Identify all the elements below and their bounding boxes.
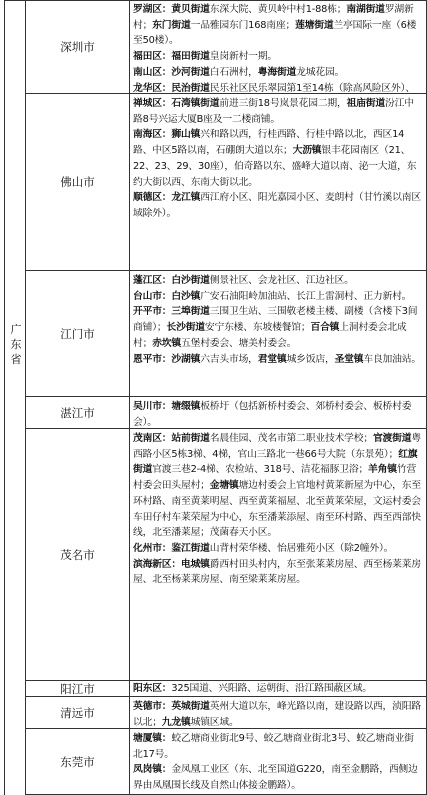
area-paragraph <box>133 352 422 368</box>
area-text: 车良加油站。 <box>363 353 421 365</box>
area-name-bold: 滨海新区： <box>133 558 181 570</box>
area-name-bold: 黄贝街道 <box>171 4 210 15</box>
area-name-bold: 塘厦镇： <box>133 733 172 744</box>
detail-cell-maoming <box>130 429 427 681</box>
area-name-bold: 白沙镇 <box>171 290 201 302</box>
area-text: 城乡饭店， <box>286 353 335 365</box>
province-char: 广 <box>10 323 22 336</box>
area-text: 英州大道以东，峰光路以南，建设路以西，浈阳路以北； <box>133 701 421 728</box>
area-paragraph <box>133 762 422 793</box>
area-name-bold: 福田街道 <box>171 51 210 63</box>
area-name-bold: 狮山镇 <box>171 129 201 141</box>
area-text: 粤西路小区5栋3梯、4梯，官山三路北一巷66号大院（东景苑）； <box>133 433 421 460</box>
area-name-bold: 羊角镇 <box>368 464 397 476</box>
area-name-bold: 电城镇 <box>180 558 210 570</box>
area-name-bold: 南海区： <box>133 129 172 141</box>
area-paragraph <box>133 190 422 221</box>
detail-cell-jiangmen <box>130 271 427 397</box>
area-paragraph <box>133 304 422 351</box>
city-cell-dongguan <box>26 729 130 795</box>
area-text: 官渡三巷2-4梯、农检站、318号、洁花福豚卫浴； <box>152 464 369 476</box>
area-name-bold: 鉴江街道 <box>171 542 210 554</box>
area-text: 金凤凰工业区（东、北至国道G220，南至金鹏路，西侧边界由凤凰围长线及自然山体接金鹏路）。 <box>133 764 418 792</box>
area-text: 325国道、兴阳路、运朝街、沿江路围蔽区域。 <box>171 683 372 694</box>
area-name-bold: 南山区： <box>133 66 172 78</box>
area-name-bold: 英德市： <box>133 701 172 712</box>
city-name: 东莞市 <box>60 754 95 769</box>
detail-cell-yangjiang <box>130 681 427 697</box>
area-name-bold: 百合镇 <box>310 322 340 334</box>
area-name-bold: 吴川市： <box>133 401 172 412</box>
area-name-bold: 南湖街道 <box>346 4 385 15</box>
province-cell <box>4 0 26 795</box>
area-name-bold: 莲塘街道 <box>295 19 334 31</box>
area-text: 山背村荣华楼、怡居雅苑小区（除2幢外）。 <box>209 542 394 554</box>
city-name: 茂名市 <box>60 547 95 562</box>
area-text: 民乐社区民乐翠园第1至14栋（除高风险区外）、 <box>209 82 415 94</box>
area-name-bold: 英城街道 <box>171 701 210 712</box>
area-paragraph <box>133 431 422 541</box>
area-text: 塘边村委会上官地村黄莱新屋为中心，东至环村路、南至黄莱明屋、西至黄莱福屋、北至黄莱荣屋，文运村委会车田仔村车莱荣屋为中心，东至潘莱添屋、南至环村路、西至西部快线，北至潘莱屋；茂菌春天小区。 <box>133 480 421 539</box>
area-paragraph <box>133 731 422 762</box>
province-char: 东 <box>10 338 22 351</box>
area-name-bold: 龙江镇 <box>171 192 201 204</box>
area-name-bold: 金塘镇 <box>209 480 239 492</box>
area-text: 名晨佳园、茂名市第二职业技术学校； <box>209 433 373 444</box>
area-name-bold: 圣堂镇 <box>334 353 364 365</box>
area-name-bold: 禅城区： <box>133 98 172 109</box>
area-name-bold: 官渡街道 <box>372 433 412 444</box>
area-name-bold: 凤岗镇： <box>133 764 172 776</box>
area-name-bold: 白沙街道 <box>171 275 210 286</box>
area-name-bold: 蓬江区： <box>133 275 172 286</box>
area-text: 罗湖新村； <box>133 4 414 31</box>
area-text: 东深大院、黄贝岭中村1-88栋； <box>209 4 347 15</box>
area-text: 蛟乙塘商业街北9号、蛟乙塘商业街北3号、蛟乙塘商业街北17号。 <box>133 733 414 760</box>
city-name: 深圳市 <box>60 39 95 54</box>
area-name-bold: 茂南区： <box>133 433 172 444</box>
area-text: 五堡村委会、塘美村委会。 <box>181 337 297 349</box>
area-name-bold: 红旗街道 <box>133 448 418 476</box>
area-text: 竹营村委会田头屋村； <box>133 464 417 492</box>
area-name-bold: 福田区： <box>133 51 172 63</box>
area-text: 一品雅园东门168南座； <box>190 19 296 31</box>
area-name-bold: 化州市： <box>133 542 172 554</box>
area-name-bold: 赤坎镇 <box>152 337 181 349</box>
area-text: 汾江中路8号兴运大厦B座及一二楼商铺。 <box>133 98 414 125</box>
area-name-bold: 阳东区： <box>133 683 172 694</box>
area-paragraph <box>133 49 422 65</box>
area-text: 皇岗新村一期。 <box>209 51 277 63</box>
area-text: 西江府小区、阳光嘉园小区、麦朗村（甘竹溪以南区域除外）。 <box>133 192 421 219</box>
detail-cell-foshan <box>130 94 427 271</box>
area-paragraph <box>133 81 422 94</box>
city-cell-foshan <box>26 94 130 271</box>
city-name: 湛江市 <box>60 405 95 420</box>
area-name-bold: 东门街道 <box>152 19 191 31</box>
area-paragraph <box>133 289 422 305</box>
area-name-bold: 九龙镇 <box>161 716 191 728</box>
area-paragraph <box>133 699 422 729</box>
city-cell-shenzhen <box>26 0 130 94</box>
city-cell-jiangmen <box>26 271 130 397</box>
province-char: 省 <box>10 353 22 366</box>
area-name-bold: 恩平市： <box>133 353 172 365</box>
area-name-bold: 龙华区： <box>133 82 172 94</box>
area-text: 城镇区域。 <box>190 716 239 728</box>
detail-cell-zhanjiang <box>130 397 427 429</box>
area-text: 上洞村委会北成村； <box>133 322 407 349</box>
area-text: 广安石油阳岭加油站、长江上雷洞村、正力新村。 <box>200 290 412 302</box>
area-name-bold: 民治街道 <box>171 82 210 94</box>
detail-cell-qingyuan <box>130 697 427 729</box>
area-text: 板桥圩（包括新桥村委会、郊桥村委会、板桥村委会）。 <box>133 401 412 428</box>
area-name-bold: 顺德区： <box>133 192 172 204</box>
area-text: 安宁东楼、东坡楼餐馆； <box>204 322 311 334</box>
area-name-bold: 长沙街道 <box>166 322 205 334</box>
area-text: 兴和路以西，行桂西路、行桂中路以北，西区14路、中区5路以南，石硼朗大道以东； <box>133 129 405 157</box>
city-name: 清远市 <box>60 705 95 720</box>
area-paragraph <box>133 65 422 81</box>
area-paragraph <box>133 96 422 127</box>
province-name <box>5 322 27 367</box>
area-name-bold: 沙河街道 <box>171 66 210 78</box>
area-text: 银丰花园南区（21、22、23、29、30座），伯奇路以东、盛峰大道以南、泌一大道，东约大街以西、东南大街以北。 <box>133 145 417 188</box>
area-text: 前进三街18号岚景花园二期， <box>219 98 347 109</box>
area-name-bold: 台山市： <box>133 290 172 302</box>
area-name-bold: 石湾镇街道 <box>171 98 220 109</box>
city-cell-zhanjiang <box>26 397 130 429</box>
area-name-bold: 粤海街道 <box>257 66 297 78</box>
area-name-bold: 塘缀镇 <box>171 401 201 412</box>
city-name: 阳江市 <box>60 681 95 696</box>
area-text: 三围卫生站、三围敬老楼主楼、副楼（含楼下3间商铺）； <box>133 306 418 334</box>
area-name-bold: 站前街道 <box>171 433 210 444</box>
area-paragraph <box>133 273 422 289</box>
city-cell-maoming <box>26 429 130 681</box>
detail-cell-dongguan <box>130 729 427 795</box>
area-paragraph <box>133 399 422 429</box>
area-name-bold: 三埠街道 <box>171 306 210 318</box>
area-text: 爵西村田头村内，东至张莱莱房屋、西至杨莱莱房屋、北至杨莱莱房屋、南至梁莱莱房屋。 <box>133 558 421 586</box>
area-name-bold: 祖庙街道 <box>346 98 385 109</box>
area-paragraph <box>133 681 422 696</box>
area-name-bold: 罗湖区： <box>133 4 172 15</box>
city-name: 江门市 <box>60 326 95 341</box>
area-name-bold: 大沥镇 <box>292 145 322 157</box>
area-name-bold: 君堂镇 <box>257 353 287 365</box>
area-paragraph <box>133 2 422 49</box>
city-name: 佛山市 <box>60 175 95 189</box>
city-cell-qingyuan <box>26 697 130 729</box>
area-name-bold: 沙湖镇 <box>171 353 201 365</box>
area-text: 侧景社区、会龙社区、江边社区。 <box>209 275 354 286</box>
city-cell-yangjiang <box>26 681 130 697</box>
detail-cell-shenzhen <box>130 0 427 94</box>
area-text: 六吉头市场， <box>200 353 258 365</box>
area-text: 龙城花园。 <box>296 66 345 78</box>
area-paragraph <box>133 557 422 588</box>
area-name-bold: 开平市： <box>133 306 172 318</box>
area-paragraph <box>133 541 422 557</box>
area-text: 兰亭国际一座（6楼至50楼）。 <box>133 19 417 47</box>
area-text: 白石洲村， <box>209 66 258 78</box>
area-paragraph <box>133 127 422 190</box>
